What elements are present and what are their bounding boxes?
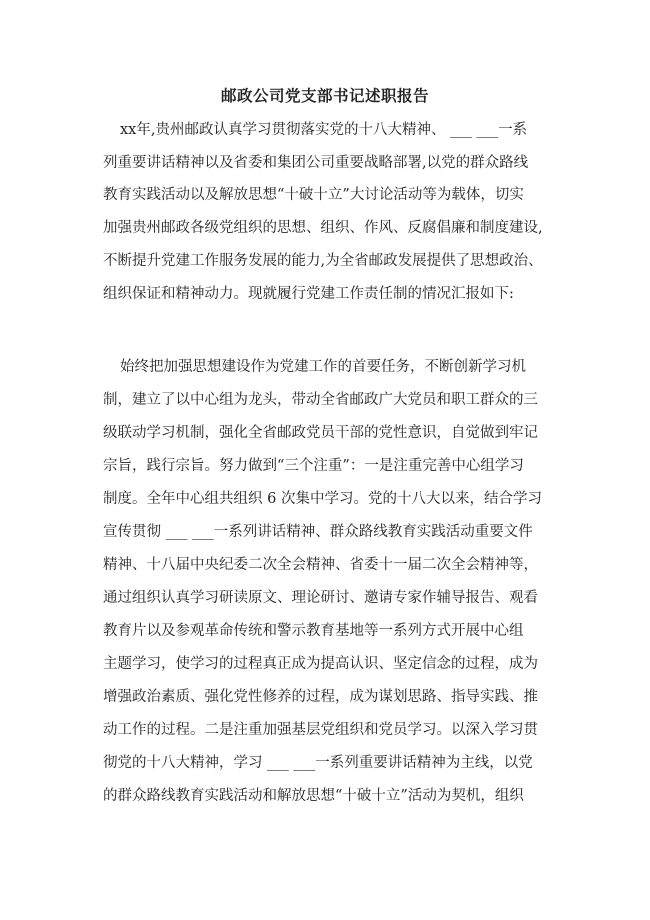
text-line: 教育实践活动以及解放思想“十破十立”大讨论活动等为载体，切实: [103, 187, 524, 203]
text-line: 始终把加强思想建设作为党建工作的首要任务，不断创新学习机: [120, 359, 526, 375]
text-line: 的群众路线教育实践活动和解放思想“十破十立”活动为契机，组织: [103, 788, 524, 804]
text-line: 加强贵州邮政各级党组织的思想、组织、作风、反腐倡廉和制度建设,: [103, 220, 543, 236]
text-line: 级联动学习机制，强化全省邮政党员干部的党性意识，自觉做到牢记: [103, 425, 538, 441]
text-line: 动工作的过程。二是注重加强基层党组织和党员学习。以深入学习贯: [103, 722, 538, 738]
text-line: 制，建立了以中心组为龙头，带动全省邮政广大党员和职工群众的三: [103, 392, 538, 408]
text-line: 增强政治素质、强化党性修养的过程，成为谋划思路、指导实践、推: [103, 689, 538, 705]
text-line: 主题学习，使学习的过程真正成为提高认识、坚定信念的过程，成为: [103, 656, 538, 672]
text-line: 制度。全年中心组共组织 6 次集中学习。党的十八大以来，结合学习: [103, 491, 542, 507]
text-line: xx年,贵州邮政认真学习贯彻落实党的十八大精神、 ___ ___一系: [120, 122, 528, 138]
document-title: 邮政公司党支部书记述职报告: [220, 86, 429, 105]
text-line: 宗旨，践行宗旨。努力做到“三个注重”：一是注重完善中心组学习: [103, 458, 524, 474]
text-line: 宣传贯彻 ___ ___一系列讲话精神、群众路线教育实践活动重要文件: [103, 524, 533, 540]
text-line: 彻党的十八大精神，学习 ___ ___一系列重要讲话精神为主线，以党: [103, 755, 533, 771]
text-line: 通过组织认真学习研读原文、理论研讨、邀请专家作辅导报告、观看: [103, 590, 538, 606]
text-line: 列重要讲话精神以及省委和集团公司重要战略部署,以党的群众路线: [103, 155, 529, 171]
text-line: 组织保证和精神动力。现就履行党建工作责任制的情况汇报如下:: [103, 286, 514, 302]
text-line: 教育片以及参观革命传统和警示教育基地等一系列方式开展中心组: [103, 623, 524, 639]
text-line: 精神、十八届中央纪委二次全会精神、省委十一届二次全会精神等，: [103, 557, 538, 573]
text-line: 不断提升党建工作服务发展的能力,为全省邮政发展提供了思想政治、: [103, 253, 543, 269]
